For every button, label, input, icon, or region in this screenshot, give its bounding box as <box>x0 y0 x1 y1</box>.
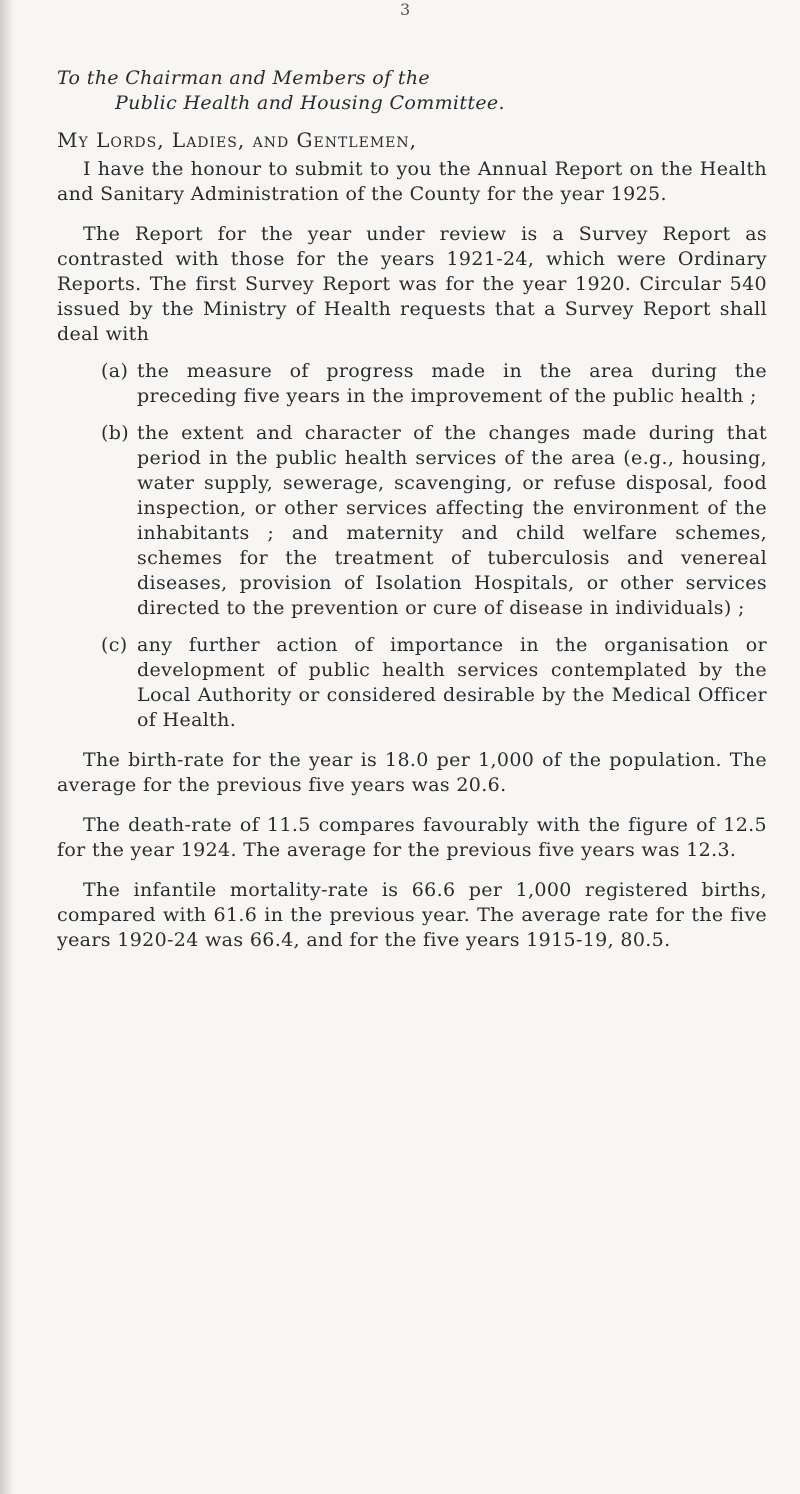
list-label-b: (b) <box>101 422 130 444</box>
addressee <box>57 66 767 116</box>
intro-paragraph: I have the honour to submit to you the Annual Report on the Health and Sanitary Administration of the County for the year 1925. <box>57 158 767 205</box>
infant-mortality-paragraph: The infantile mortality-rate is 66.6 per 1,000 registered births, compared with 61.6 in the previous year. The average rate for the five years 1920-24 was 66.4, and for the five years 1915-19, 80.5. <box>57 879 767 951</box>
list-label-a: (a) <box>101 360 129 382</box>
death-rate-paragraph: The death-rate of 11.5 compares favourably with the figure of 12.5 for the year 1924. The average for the previous five years was 12.3. <box>57 814 767 861</box>
page-edge-shadow <box>0 0 14 1494</box>
addressee-line-1: To the Chairman and Members of the <box>57 67 431 89</box>
list-text-b: the extent and character of the changes made during that period in the public health services of the area (e.g., housing, water supply, sewerage, scavenging, or refuse disposal, food inspection, or other services affecting the environment of the inhabitants ; and maternity and child welfare schemes, schemes for the treatment of tuberculosis and venereal diseases, provision of Isolation Hospitals, or other services directed to the prevention or cure of disease in individuals) ; <box>137 422 767 619</box>
list-item-b <box>57 421 767 621</box>
survey-paragraph: The Report for the year under review is a Survey Report as contrasted with those for the years 1921-24, which were Ordinary Reports. The first Survey Report was for the year 1920. Circular 540 issued by the Ministry of Health requests that a Survey Report shall deal with <box>57 223 767 345</box>
list-text-c: any further action of importance in the organisation or development of public health services contemplated by the Local Authority or considered desirable by the Medical Officer of Health. <box>137 634 767 731</box>
list-text-a: the measure of progress made in the area during the preceding five years in the improvement of the public health ; <box>137 360 767 407</box>
addressee-line-2: Public Health and Housing Committee. <box>115 92 505 114</box>
letter-body <box>57 66 767 953</box>
birth-rate-paragraph: The birth-rate for the year is 18.0 per 1,000 of the population. The average for the previous five years was 20.6. <box>57 749 767 796</box>
list-item-a <box>57 359 767 409</box>
page-number: 3 <box>400 0 411 19</box>
list-label-c: (c) <box>101 634 128 656</box>
list-item-c <box>57 633 767 733</box>
salutation: My Lords, Ladies, and Gentlemen, <box>57 128 417 152</box>
